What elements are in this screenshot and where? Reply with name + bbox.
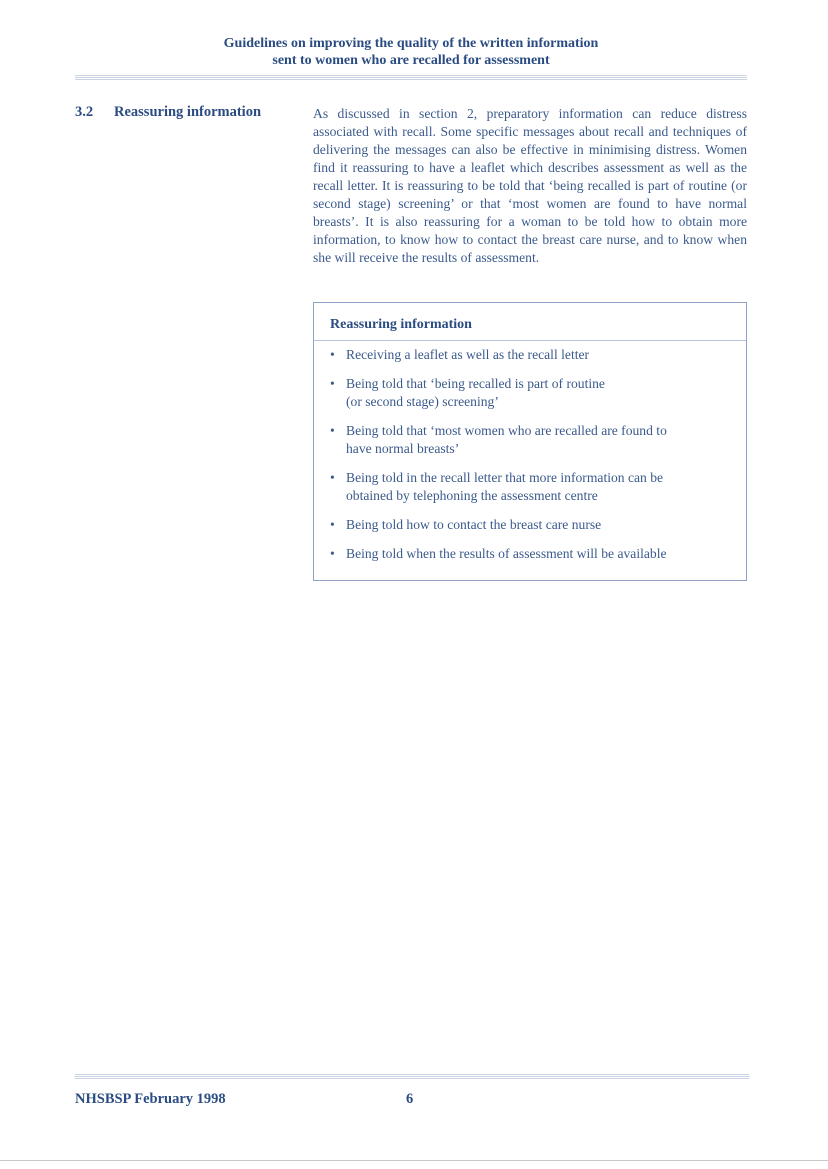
bullet-text-line-1: Being told in the recall letter that more information can be [346,470,664,485]
section-title: Reassuring information [114,104,262,120]
bullet-text-line-1: Being told that ‘most women who are recalled are found to [346,423,667,438]
bullet-item [330,375,730,411]
section-number: 3.2 [75,104,94,120]
running-header [75,35,747,69]
bullet-item [330,545,730,563]
footer-publisher: NHSBSP February 1998 [75,1091,226,1107]
bullet-text-line-2: obtained by telephoning the assessment centre [346,488,598,503]
bullet-text-line-2: have normal breasts’ [346,441,460,456]
box-title: Reassuring information [330,317,472,332]
bullet-icon: • [330,347,335,362]
page-number: 6 [406,1091,414,1107]
header-line-2: sent to women who are recalled for assessment [272,53,550,68]
bullet-text-line-2: (or second stage) screening’ [346,394,499,409]
header-line-1: Guidelines on improving the quality of the written information [223,36,599,51]
bullet-item [330,346,730,364]
bullet-icon: • [330,517,335,532]
reassuring-info-box [313,302,747,581]
page-edge-line [0,1160,828,1161]
bullet-list [330,346,730,574]
bullet-icon: • [330,470,335,485]
bullet-item [330,516,730,534]
bullet-icon: • [330,376,335,391]
box-divider [314,340,746,341]
body-paragraph: As discussed in section 2, preparatory information can reduce distress associated with recall. Some specific messages about recall and techniques of delivering the messages can also be effective in minimising distress. Women find it reassuring to have a leaflet which describes assessment as well as the recall letter. It is reassuring to be told that ‘being recalled is part of routine (or second stage) screening’ or that ‘most women are found to have normal breasts’. It is also reassuring for a woman to be told how to obtain more information, to know how to contact the breast care nurse, and to know when she will receive the results of assessment. [313,106,747,265]
bullet-icon: • [330,546,335,561]
bullet-item [330,422,730,458]
bullet-text: Receiving a leaflet as well as the recall letter [346,347,590,362]
bullet-icon: • [330,423,335,438]
footer-rule [75,1074,749,1079]
header-rule [75,75,747,80]
bullet-text: Being told when the results of assessment will be available [346,546,667,561]
bullet-text: Being told how to contact the breast care nurse [346,517,602,532]
bullet-item [330,469,730,505]
bullet-text-line-1: Being told that ‘being recalled is part of routine [346,376,605,391]
